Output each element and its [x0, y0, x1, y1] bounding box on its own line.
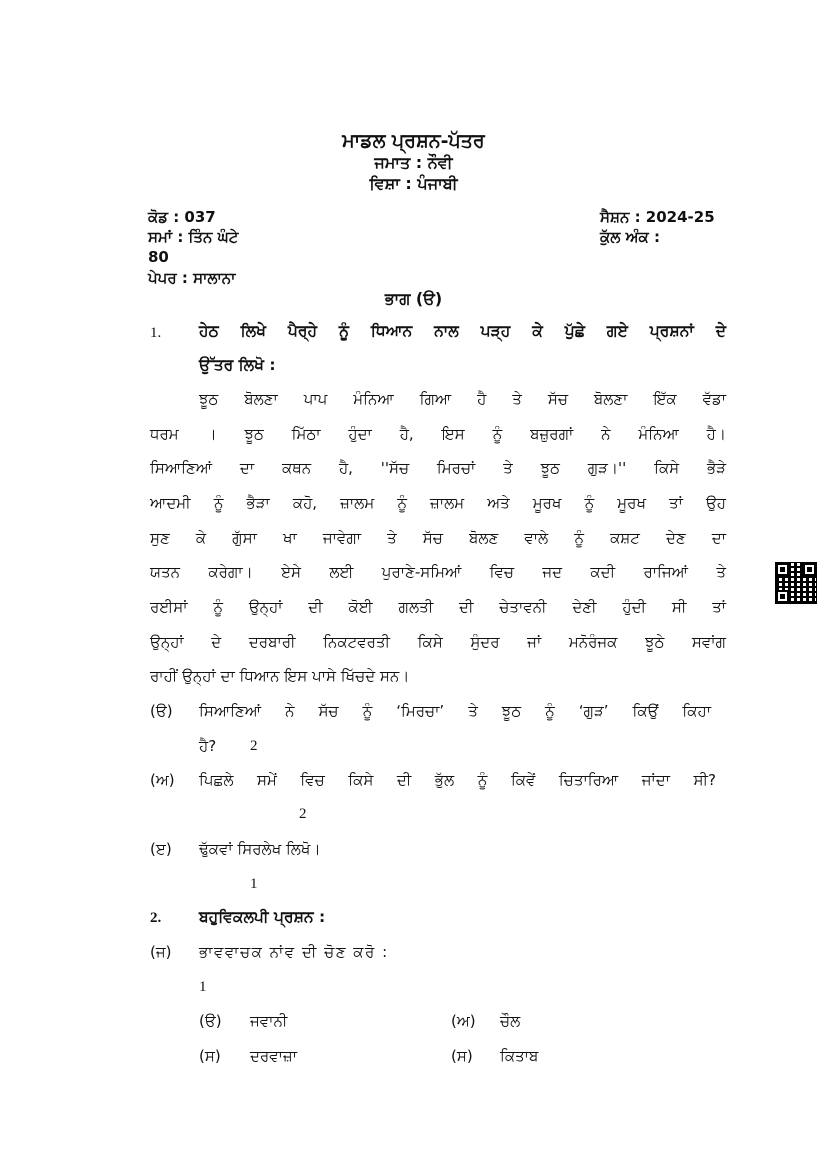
paper-type: ਪੇਪਰ : ਸਾਲਾਨਾ — [148, 269, 236, 287]
option-label: (ਅ) — [451, 1012, 476, 1030]
question-heading: ਹੇਠ ਲਿਖੇ ਪੈਰ੍ਹੇ ਨੂੰ ਧਿਆਨ ਨਾਲ ਪੜ੍ਹ ਕੇ ਪੁੱਛੇ ਗਏ ਪ੍ਰਸ਼ਨਾਂ ਦੇ — [199, 322, 726, 340]
marks: 1 — [250, 876, 258, 892]
page-title: ਮਾਡਲ ਪ੍ਰਸ਼ਨ-ਪੱਤਰ — [342, 130, 485, 152]
qr-code-icon[interactable] — [776, 563, 816, 603]
sub-question-text: ਪਿਛਲੇ ਸਮੇਂ ਵਿਚ ਕਿਸੇ ਦੀ ਭੁੱਲ ਨੂੰ ਕਿਵੇਂ ਚਿਤਾਰਿਆ ਜਾਂਦਾ ਸੀ? — [199, 771, 716, 789]
passage-line: ਰਈਸਾਂ ਨੂੰ ਉਨ੍ਹਾਂ ਦੀ ਕੋਈ ਗਲਤੀ ਦੀ ਚੇਤਾਵਨੀ ਦੇਣੀ ਹੁੰਦੀ ਸੀ ਤਾਂ — [150, 598, 726, 616]
passage-line: ਸਿਆਣਿਆਂ ਦਾ ਕਥਨ ਹੈ, ''ਸੱਚ ਮਿਰਚਾਂ ਤੇ ਝੂਠ ਗੁੜ।'' ਕਿਸੇ ਭੈੜੇ — [150, 459, 726, 477]
passage-line: ਝੂਠ ਬੋਲਣਾ ਪਾਪ ਮੰਨਿਆ ਗਿਆ ਹੈ ਤੇ ਸੱਚ ਬੋਲਣਾ ਇੱਕ ਵੱਡਾ — [199, 390, 727, 408]
option-text: ਜਵਾਨੀ — [250, 1012, 288, 1030]
paper-code: ਕੋਡ : 037 — [148, 208, 216, 226]
question-heading: ਬਹੁਵਿਕਲਪੀ ਪ੍ਰਸ਼ਨ : — [199, 908, 326, 926]
sub-question-text: ਢੁੱਕਵਾਂ ਸਿਰਲੇਖ ਲਿਖੋ। — [199, 840, 321, 858]
question-number: 2. — [150, 910, 162, 926]
passage-line: ਯਤਨ ਕਰੇਗਾ। ਏਸੇ ਲਈ ਪੁਰਾਣੇ-ਸਮਿਆਂ ਵਿਚ ਜਦ ਕਦੀ ਰਾਜਿਆਂ ਤੇ — [150, 563, 726, 581]
option-label: (ੳ) — [199, 1012, 222, 1030]
passage-line: ਧਰਮ । ਝੂਠ ਮਿੱਠਾ ਹੁੰਦਾ ਹੈ, ਇਸ ਨੂੰ ਬਜ਼ੁਰਗਾਂ ਨੇ ਮੰਨਿਆ ਹੈ। — [150, 425, 726, 443]
time-allowed: ਸਮਾਂ : ਤਿੰਨ ਘੰਟੇ — [148, 228, 239, 246]
option-label: (ਸ) — [199, 1047, 221, 1065]
marks: 2 — [299, 806, 307, 822]
question-number: 1. — [150, 325, 162, 341]
sub-question-label: (ੲ) — [150, 840, 172, 858]
option-text: ਚੌਲ — [500, 1012, 521, 1030]
sub-question-label: (ਜ) — [150, 943, 172, 961]
section-heading: ਭਾਗ (ੳ) — [384, 289, 443, 308]
session: ਸੈਸ਼ਨ : 2024-25 — [600, 208, 715, 226]
passage-line: ਰਾਹੀਂ ਉਨ੍ਹਾਂ ਦਾ ਧਿਆਨ ਇਸ ਪਾਸੇ ਖਿੱਚਦੇ ਸਨ। — [150, 667, 410, 685]
passage-line: ਸੁਣ ਕੇ ਗੁੱਸਾ ਖਾ ਜਾਵੇਗਾ ਤੇ ਸੱਚ ਬੋਲਣ ਵਾਲੇ ਨੂੰ ਕਸ਼ਟ ਦੇਣ ਦਾ — [150, 529, 726, 547]
sub-question-label: (ੳ) — [150, 702, 173, 720]
subject-line: ਵਿਸ਼ਾ : ਪੰਜਾਬੀ — [369, 174, 458, 193]
option-label: (ਸ) — [451, 1047, 473, 1065]
option-text: ਦਰਵਾਜ਼ਾ — [250, 1047, 297, 1065]
sub-question-text: ਸਿਆਣਿਆਂ ਨੇ ਸੱਚ ਨੂੰ ‘ਮਿਰਚਾ’ ਤੇ ਝੂਠ ਨੂੰ ‘ਗੁੜ’ ਕਿਉਂ ਕਿਹਾ — [199, 702, 711, 720]
marks: 1 — [199, 979, 207, 995]
question-heading-cont: ਉੱਤਰ ਲਿਖੋ : — [199, 356, 276, 374]
option-text: ਕਿਤਾਬ — [500, 1047, 539, 1065]
sub-question-text-cont: ਹੈ? — [199, 737, 217, 755]
class-line: ਜਮਾਤ : ਨੌਵੀ — [374, 153, 453, 172]
sub-question-label: (ਅ) — [150, 771, 175, 789]
total-marks-label: ਕੁੱਲ ਅੰਕ : — [600, 228, 660, 246]
passage-line: ਉਨ੍ਹਾਂ ਦੇ ਦਰਬਾਰੀ ਨਿਕਟਵਰਤੀ ਕਿਸੇ ਸੁੰਦਰ ਜਾਂ ਮਨੋਰੰਜਕ ਝੂਠੇ ਸਵਾਂਗ — [150, 633, 726, 651]
sub-question-text: ਭਾਵਵਾਚਕ ਨਾਂਵ ਦੀ ਚੋਣ ਕਰੋ : — [199, 943, 389, 961]
passage-line: ਆਦਮੀ ਨੂੰ ਭੈੜਾ ਕਹੋ, ਜ਼ਾਲਮ ਨੂੰ ਜ਼ਾਲਮ ਅਤੇ ਮੂਰਖ ਨੂੰ ਮੂਰਖ ਤਾਂ ਉਹ — [150, 494, 726, 512]
marks: 2 — [250, 738, 258, 754]
total-marks-value: 80 — [148, 248, 169, 266]
